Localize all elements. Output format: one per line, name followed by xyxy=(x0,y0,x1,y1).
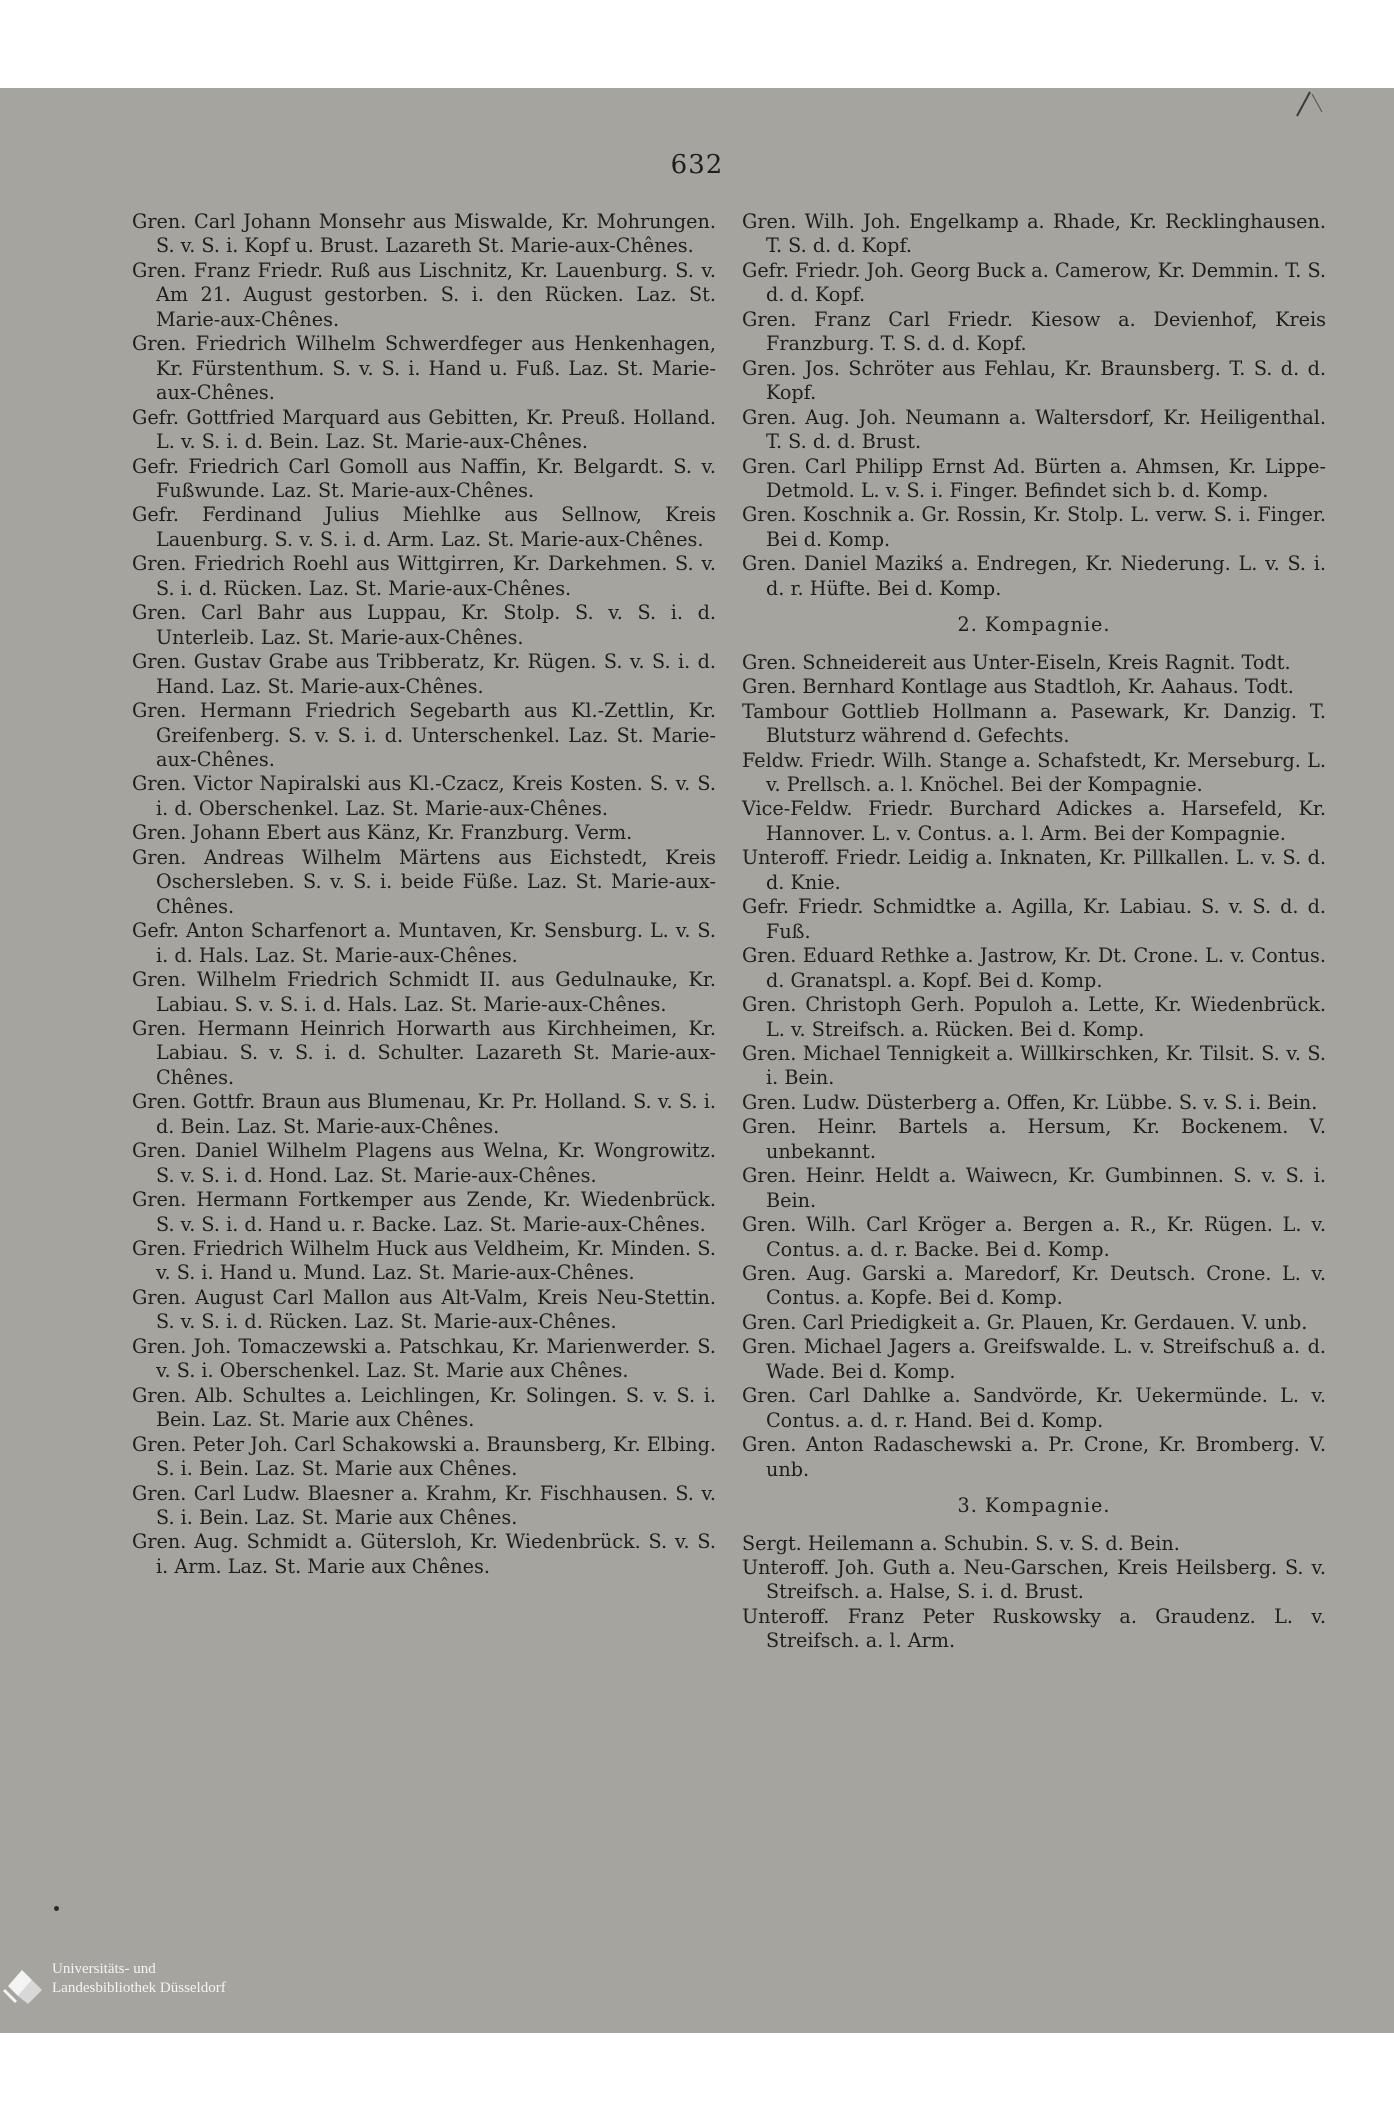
casualty-entry: Gren. Aug. Schmidt a. Gütersloh, Kr. Wiedenbrück. S. v. S. i. Arm. Laz. St. Marie aux Chênes. xyxy=(132,1530,716,1578)
casualty-entry: Gren. Eduard Rethke a. Jastrow, Kr. Dt. Crone. L. v. Contus. d. Granatspl. a. Kopf. Bei d. Komp. xyxy=(742,944,1326,992)
casualty-entry: Gren. Hermann Friedrich Segebarth aus Kl.-Zettlin, Kr. Greifenberg. S. v. S. i. d. Unterschenkel. Laz. St. Marie-aux-Chênes. xyxy=(132,699,716,771)
casualty-entry: Gren. Joh. Tomaczewski a. Patschkau, Kr. Marienwerder. S. v. S. i. Oberschenkel. Laz. St. Marie aux Chênes. xyxy=(132,1334,716,1383)
casualty-entry: Gren. Heinr. Bartels a. Hersum, Kr. Bockenem. V. unbekannt. xyxy=(742,1115,1326,1163)
casualty-entry: Gren. Carl Dahlke a. Sandvörde, Kr. Uekermünde. L. v. Contus. a. d. r. Hand. Bei d. Komp. xyxy=(742,1384,1326,1432)
casualty-entry: Gren. Daniel Wilhelm Plagens aus Welna, Kr. Wongrowitz. S. v. S. i. d. Hond. Laz. St. Marie-aux-Chênes. xyxy=(132,1139,716,1187)
casualty-entry: Gren. Gustav Grabe aus Tribberatz, Kr. Rügen. S. v. S. i. d. Hand. Laz. St. Marie-aux-Chênes. xyxy=(132,650,716,698)
casualty-entry: Gren. Andreas Wilhelm Märtens aus Eichstedt, Kreis Oschersleben. S. v. S. i. beide Füße. Laz. St. Marie-aux-Chênes. xyxy=(132,845,716,918)
casualty-entry: Gren. Hermann Heinrich Horwarth aus Kirchheimen, Kr. Labiau. S. v. S. i. d. Schulter. Lazareth St. Marie-aux-Chênes. xyxy=(132,1016,716,1089)
casualty-entry: Gefr. Friedr. Joh. Georg Buck a. Camerow, Kr. Demmin. T. S. d. d. Kopf. xyxy=(742,258,1326,307)
casualty-entry: Gren. Carl Bahr aus Luppau, Kr. Stolp. S. v. S. i. d. Unterleib. Laz. St. Marie-aux-Chênes. xyxy=(132,601,716,649)
library-logo-icon xyxy=(2,1960,48,2006)
top-margin xyxy=(0,0,1394,88)
library-watermark xyxy=(2,1956,362,2016)
casualty-entry: Sergt. Heilemann a. Schubin. S. v. S. d. Bein. xyxy=(742,1531,1180,1555)
casualty-entry: Gefr. Gottfried Marquard aus Gebitten, Kr. Preuß. Holland. L. v. S. i. d. Bein. Laz. St. Marie-aux-Chênes. xyxy=(132,405,716,454)
right-column-entries xyxy=(742,210,1326,601)
casualty-entry: Gren. Franz Friedr. Ruß aus Lischnitz, Kr. Lauenburg. S. v. Am 21. August gestorben. S. i. den Rücken. Laz. St. Marie-aux-Chênes. xyxy=(132,258,716,331)
casualty-entry: Gren. August Carl Mallon aus Alt-Valm, Kreis Neu-Stettin. S. v. S. i. d. Rücken. Laz. St. Marie-aux-Chênes. xyxy=(132,1285,716,1334)
casualty-entry: Gren. Wilh. Joh. Engelkamp a. Rhade, Kr. Recklinghausen. T. S. d. d. Kopf. xyxy=(742,210,1326,258)
section-2-entries xyxy=(742,651,1326,1482)
casualty-entry: Gren. Carl Priedigkeit a. Gr. Plauen, Kr. Gerdauen. V. unb. xyxy=(742,1310,1308,1334)
casualty-entry: Gefr. Anton Scharfenort a. Muntaven, Kr. Sensburg. L. v. S. i. d. Hals. Laz. St. Marie-aux-Chênes. xyxy=(132,919,716,967)
section-heading-2-kompagnie: 2. Kompagnie. xyxy=(957,613,1111,637)
casualty-entry: Gren. Heinr. Heldt a. Waiwecn, Kr. Gumbinnen. S. v. S. i. Bein. xyxy=(742,1164,1326,1212)
casualty-entry: Gren. Carl Philipp Ernst Ad. Bürten a. Ahmsen, Kr. Lippe-Detmold. L. v. S. i. Finger. Befindet sich b. d. Komp. xyxy=(742,454,1326,502)
casualty-entry: Gren. Johann Ebert aus Känz, Kr. Franzburg. Verm. xyxy=(132,821,633,845)
casualty-entry: Vice-Feldw. Friedr. Burchard Adickes a. Harsefeld, Kr. Hannover. L. v. Contus. a. l. Arm. Bei der Kompagnie. xyxy=(742,797,1326,845)
casualty-entry: Gren. Gottfr. Braun aus Blumenau, Kr. Pr. Holland. S. v. S. i. d. Bein. Laz. St. Marie-aux-Chênes. xyxy=(132,1090,716,1138)
casualty-entry: Gren. Wilh. Carl Kröger a. Bergen a. R., Kr. Rügen. L. v. Contus. a. d. r. Backe. Bei d. Komp. xyxy=(742,1213,1326,1261)
casualty-entry: Gren. Michael Jagers a. Greifswalde. L. v. Streifschuß a. d. Wade. Bei d. Komp. xyxy=(742,1335,1326,1383)
casualty-entry: Gren. Christoph Gerh. Populoh a. Lette, Kr. Wiedenbrück. L. v. Streifsch. a. Rücken. Bei d. Komp. xyxy=(742,993,1326,1041)
casualty-entry: Unteroff. Franz Peter Ruskowsky a. Graudenz. L. v. Streifsch. a. l. Arm. xyxy=(742,1604,1326,1653)
casualty-entry: Gren. Aug. Garski a. Maredorf, Kr. Deutsch. Crone. L. v. Contus. a. Kopfe. Bei d. Komp. xyxy=(742,1262,1326,1310)
speck-mark xyxy=(54,1906,59,1911)
page-corner-mark xyxy=(1294,90,1324,118)
casualty-entry: Gren. Wilhelm Friedrich Schmidt II. aus Gedulnauke, Kr. Labiau. S. v. S. i. d. Hals. Laz. St. Marie-aux-Chênes. xyxy=(132,968,716,1016)
casualty-entry: Gren. Schneidereit aus Unter-Eiseln, Kreis Ragnit. Todt. xyxy=(742,650,1291,674)
casualty-entry: Unteroff. Joh. Guth a. Neu-Garschen, Kreis Heilsberg. S. v. Streifsch. a. Halse, S. i. d. Brust. xyxy=(742,1556,1326,1604)
casualty-entry: Gren. Anton Radaschewski a. Pr. Crone, Kr. Bromberg. V. unb. xyxy=(742,1433,1326,1481)
casualty-entry: Gren. Daniel Mazikś a. Endregen, Kr. Niederung. L. v. S. i. d. r. Hüfte. Bei d. Komp. xyxy=(742,552,1326,600)
bottom-margin xyxy=(0,2033,1394,2121)
casualty-entry: Gren. Hermann Fortkemper aus Zende, Kr. Wiedenbrück. S. v. S. i. d. Hand u. r. Backe. Laz. St. Marie-aux-Chênes. xyxy=(132,1188,716,1236)
casualty-entry: Unteroff. Friedr. Leidig a. Inknaten, Kr. Pillkallen. L. v. S. d. d. Knie. xyxy=(742,846,1326,894)
casualty-entry: Gren. Friedrich Wilhelm Schwerdfeger aus Henkenhagen, Kr. Fürstenthum. S. v. S. i. Hand u. Fuß. Laz. St. Marie-aux-Chênes. xyxy=(132,332,716,405)
casualty-entry: Gren. Friedrich Wilhelm Huck aus Veldheim, Kr. Minden. S. v. S. i. Hand u. Mund. Laz. St. Marie-aux-Chênes. xyxy=(132,1237,716,1285)
casualty-entry: Gefr. Friedr. Schmidtke a. Agilla, Kr. Labiau. S. v. S. d. d. Fuß. xyxy=(742,895,1326,943)
casualty-entry: Gren. Carl Ludw. Blaesner a. Krahm, Kr. Fischhausen. S. v. S. i. Bein. Laz. St. Marie aux Chênes. xyxy=(132,1481,716,1530)
section-3-entries xyxy=(742,1532,1326,1654)
right-column xyxy=(742,210,1326,1654)
casualty-entry: Gren. Koschnik a. Gr. Rossin, Kr. Stolp. L. verw. S. i. Finger. Bei d. Komp. xyxy=(742,503,1326,551)
casualty-entry: Gren. Michael Tennigkeit a. Willkirschken, Kr. Tilsit. S. v. S. i. Bein. xyxy=(742,1041,1326,1090)
casualty-entry: Gren. Peter Joh. Carl Schakowski a. Braunsberg, Kr. Elbing. S. i. Bein. Laz. St. Marie aux Chênes. xyxy=(132,1432,716,1481)
casualty-entry: Gren. Friedrich Roehl aus Wittgirren, Kr. Darkehmen. S. v. S. i. d. Rücken. Laz. St. Marie-aux-Chênes. xyxy=(132,552,716,600)
scanned-page xyxy=(0,88,1394,2033)
watermark-line-1: Universitäts- und xyxy=(52,1961,156,1977)
casualty-entry: Gren. Aug. Joh. Neumann a. Waltersdorf, Kr. Heiligenthal. T. S. d. d. Brust. xyxy=(742,405,1326,454)
casualty-entry: Gefr. Ferdinand Julius Miehlke aus Sellnow, Kreis Lauenburg. S. v. S. i. d. Arm. Laz. St. Marie-aux-Chênes. xyxy=(132,503,716,551)
casualty-entry: Gren. Jos. Schröter aus Fehlau, Kr. Braunsberg. T. S. d. d. Kopf. xyxy=(742,356,1326,405)
page-number: 632 xyxy=(670,150,724,180)
casualty-entry: Tambour Gottlieb Hollmann a. Pasewark, Kr. Danzig. T. Blutsturz während d. Gefechts. xyxy=(742,699,1326,748)
casualty-entry: Gefr. Friedrich Carl Gomoll aus Naffin, Kr. Belgardt. S. v. Fußwunde. Laz. St. Marie-aux-Chênes. xyxy=(132,454,716,502)
casualty-entry: Gren. Bernhard Kontlage aus Stadtloh, Kr. Aahaus. Todt. xyxy=(742,675,1294,699)
casualty-entry: Gren. Carl Johann Monsehr aus Miswalde, Kr. Mohrungen. S. v. S. i. Kopf u. Brust. Lazareth St. Marie-aux-Chênes. xyxy=(132,210,716,258)
casualty-entry: Gren. Victor Napiralski aus Kl.-Czacz, Kreis Kosten. S. v. S. i. d. Oberschenkel. Laz. St. Marie-aux-Chênes. xyxy=(132,772,716,820)
section-heading-3-kompagnie: 3. Kompagnie. xyxy=(957,1494,1111,1518)
watermark-line-2: Landesbibliothek Düsseldorf xyxy=(52,1980,226,1996)
casualty-entry: Gren. Franz Carl Friedr. Kiesow a. Devienhof, Kreis Franzburg. T. S. d. d. Kopf. xyxy=(742,307,1326,356)
casualty-entry: Gren. Alb. Schultes a. Leichlingen, Kr. Solingen. S. v. S. i. Bein. Laz. St. Marie aux Chênes. xyxy=(132,1383,716,1432)
casualty-entry: Gren. Ludw. Düsterberg a. Offen, Kr. Lübbe. S. v. S. i. Bein. xyxy=(742,1090,1318,1114)
left-column xyxy=(132,210,716,1579)
casualty-entry: Feldw. Friedr. Wilh. Stange a. Schafstedt, Kr. Merseburg. L. v. Prellsch. a. l. Knöchel. Bei der Kompagnie. xyxy=(742,748,1326,796)
